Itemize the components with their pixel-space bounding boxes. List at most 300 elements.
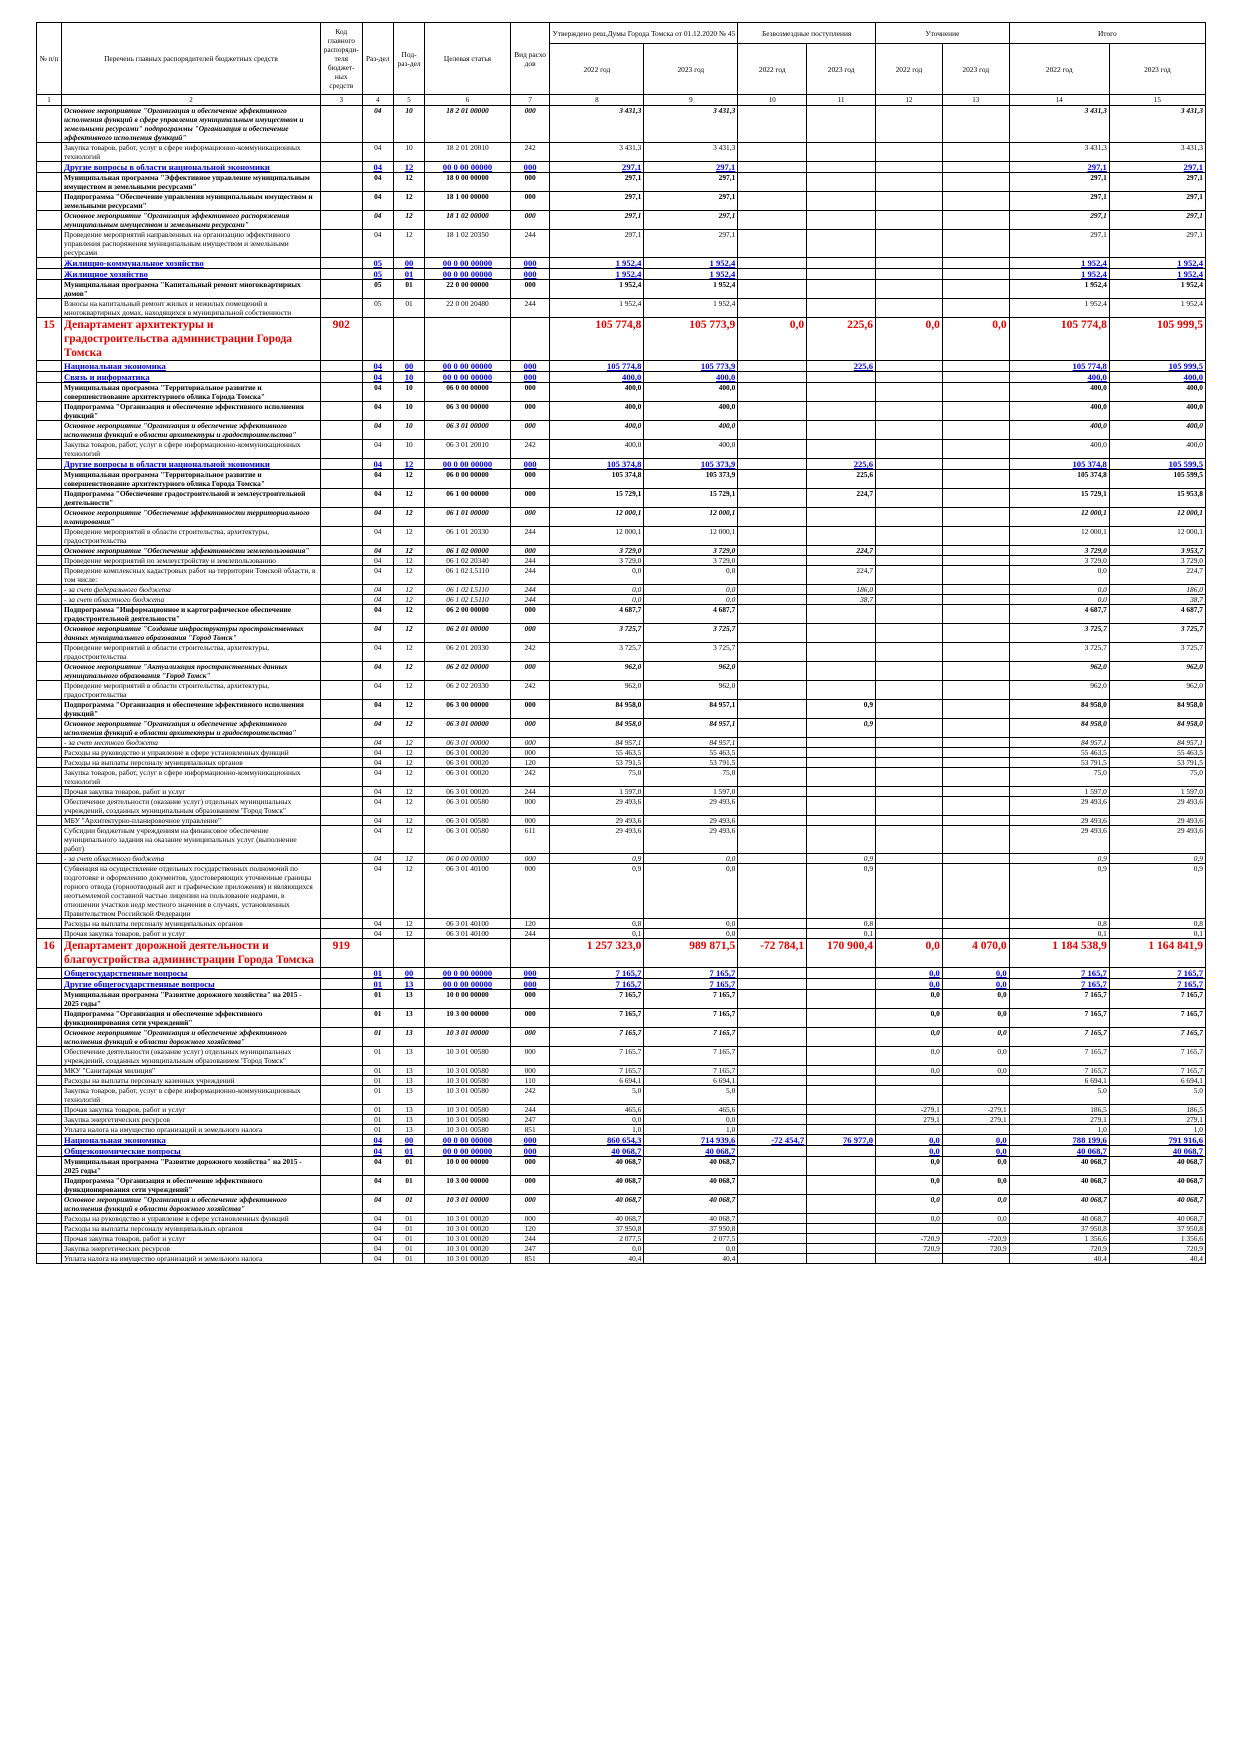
row-razdel: 01 xyxy=(362,979,393,990)
row-name: Основное мероприятие "Организация и обеспечение эффективного исполнения функций в области дорожного хозяйства" xyxy=(62,1195,321,1214)
row-number xyxy=(37,1195,62,1214)
row-target: 18 2 01 20010 xyxy=(425,143,511,162)
total-2023: 962,0 xyxy=(1109,681,1205,700)
approved-2023: 0,0 xyxy=(644,1244,738,1254)
clar-2023 xyxy=(942,929,1009,939)
row-razdel: 04 xyxy=(362,459,393,470)
row-razdel: 04 xyxy=(362,230,393,258)
table-row xyxy=(37,643,1206,662)
total-2022: 40 068,7 xyxy=(1009,1195,1109,1214)
table-row xyxy=(37,864,1206,919)
total-2023: 40 068,7 xyxy=(1109,1214,1205,1224)
free-2022 xyxy=(738,1047,807,1066)
row-razdel: 04 xyxy=(362,421,393,440)
row-target: 00 0 00 00000 xyxy=(425,258,511,269)
row-vid: 244 xyxy=(510,929,550,939)
column-number: 9 xyxy=(644,95,738,106)
header-podrazdel: Под-раз-дел xyxy=(393,23,424,95)
approved-2022: 40 068,7 xyxy=(550,1195,644,1214)
table-row xyxy=(37,1195,1206,1214)
row-vid: 247 xyxy=(510,1244,550,1254)
row-razdel: 04 xyxy=(362,508,393,527)
row-number xyxy=(37,1047,62,1066)
clar-2023 xyxy=(942,269,1009,280)
row-target: 06 1 02 20340 xyxy=(425,556,511,566)
row-podrazdel: 12 xyxy=(393,192,424,211)
row-target: 10 3 01 00580 xyxy=(425,1086,511,1105)
row-target: 00 0 00 00000 xyxy=(425,361,511,372)
row-podrazdel: 13 xyxy=(393,1125,424,1135)
clar-2022 xyxy=(876,605,943,624)
total-2022: 40 068,7 xyxy=(1009,1176,1109,1195)
clar-2023 xyxy=(942,280,1009,299)
total-2023: 3 431,3 xyxy=(1109,106,1205,143)
row-name: - за счет областного бюджета xyxy=(62,595,321,605)
free-2022 xyxy=(738,230,807,258)
total-2022: 7 165,7 xyxy=(1009,968,1109,979)
approved-2022: 7 165,7 xyxy=(550,1047,644,1066)
total-2022: 7 165,7 xyxy=(1009,1066,1109,1076)
table-row xyxy=(37,280,1206,299)
row-vid: 000 xyxy=(510,173,550,192)
total-2023: 105 599,5 xyxy=(1109,470,1205,489)
total-2023: 297,1 xyxy=(1109,211,1205,230)
free-2023 xyxy=(807,173,876,192)
row-target: 00 0 00 00000 xyxy=(425,372,511,383)
free-2022 xyxy=(738,361,807,372)
clar-2022 xyxy=(876,826,943,854)
row-razdel: 04 xyxy=(362,1234,393,1244)
free-2022 xyxy=(738,1195,807,1214)
row-name: Подпрограмма "Организация и обеспечение эффективного функционирования сети учреждений" xyxy=(62,1009,321,1028)
row-code xyxy=(320,624,362,643)
clar-2022 xyxy=(876,864,943,919)
row-name: Проведение мероприятий направленных на организацию эффективного управления распоряжения муниципальным имуществом и земельными ресурсами xyxy=(62,230,321,258)
row-name: Муниципальная программа "Территориальное развитие и совершенствование архитектурного облика Города Томска" xyxy=(62,470,321,489)
total-2023: 297,1 xyxy=(1109,230,1205,258)
row-vid: 000 xyxy=(510,162,550,173)
clar-2022: -720,9 xyxy=(876,1234,943,1244)
approved-2022: 29 493,6 xyxy=(550,826,644,854)
row-number xyxy=(37,748,62,758)
row-podrazdel: 13 xyxy=(393,1066,424,1076)
row-vid: 000 xyxy=(510,979,550,990)
table-row xyxy=(37,738,1206,748)
row-code xyxy=(320,1135,362,1146)
free-2023: 224,7 xyxy=(807,566,876,585)
table-row xyxy=(37,719,1206,738)
approved-2023: 1,0 xyxy=(644,1125,738,1135)
row-number xyxy=(37,508,62,527)
table-row xyxy=(37,1234,1206,1244)
row-razdel: 04 xyxy=(362,700,393,719)
clar-2023 xyxy=(942,383,1009,402)
approved-2023: 4 687,7 xyxy=(644,605,738,624)
approved-2023: 297,1 xyxy=(644,162,738,173)
row-name: Муниципальная программа "Развитие дорожного хозяйства" на 2015 - 2025 годы" xyxy=(62,990,321,1009)
approved-2022: 7 165,7 xyxy=(550,990,644,1009)
column-number: 8 xyxy=(550,95,644,106)
clar-2023 xyxy=(942,738,1009,748)
total-2022: 962,0 xyxy=(1009,681,1109,700)
row-target: 06 3 01 20010 xyxy=(425,440,511,459)
total-2022: 1 356,6 xyxy=(1009,1234,1109,1244)
row-name: Проведение комплексных кадастровых работ на территории Томской области, в том числе: xyxy=(62,566,321,585)
total-2022: 400,0 xyxy=(1009,440,1109,459)
row-code xyxy=(320,1176,362,1195)
table-row xyxy=(37,1125,1206,1135)
clar-2023 xyxy=(942,440,1009,459)
row-podrazdel: 12 xyxy=(393,624,424,643)
approved-2022: 0,8 xyxy=(550,919,644,929)
total-2023: 3 725,7 xyxy=(1109,643,1205,662)
free-2022 xyxy=(738,585,807,595)
table-row xyxy=(37,402,1206,421)
row-podrazdel: 12 xyxy=(393,556,424,566)
row-target: 10 3 00 00000 xyxy=(425,1176,511,1195)
clar-2022: 0,0 xyxy=(876,1176,943,1195)
total-2022: 7 165,7 xyxy=(1009,1047,1109,1066)
row-vid: 244 xyxy=(510,1105,550,1115)
row-vid xyxy=(510,318,550,361)
total-2023: 55 463,5 xyxy=(1109,748,1205,758)
row-razdel: 01 xyxy=(362,1076,393,1086)
row-code xyxy=(320,585,362,595)
row-code xyxy=(320,470,362,489)
free-2022 xyxy=(738,919,807,929)
total-2023: 7 165,7 xyxy=(1109,968,1205,979)
total-2022: 0,8 xyxy=(1009,919,1109,929)
row-code xyxy=(320,459,362,470)
row-podrazdel: 12 xyxy=(393,864,424,919)
row-razdel: 04 xyxy=(362,662,393,681)
table-row xyxy=(37,258,1206,269)
column-number: 5 xyxy=(393,95,424,106)
row-podrazdel: 13 xyxy=(393,979,424,990)
free-2023 xyxy=(807,269,876,280)
total-2023: 3 729,0 xyxy=(1109,556,1205,566)
total-2023: 29 493,6 xyxy=(1109,816,1205,826)
row-target: 10 3 01 00000 xyxy=(425,1195,511,1214)
total-2023: 297,1 xyxy=(1109,173,1205,192)
approved-2022: 1,0 xyxy=(550,1125,644,1135)
approved-2022: 0,0 xyxy=(550,1244,644,1254)
row-vid: 000 xyxy=(510,1009,550,1028)
row-code xyxy=(320,643,362,662)
row-code xyxy=(320,990,362,1009)
approved-2023: 465,6 xyxy=(644,1105,738,1115)
free-2023 xyxy=(807,738,876,748)
approved-2023: 1 952,4 xyxy=(644,280,738,299)
row-code xyxy=(320,1214,362,1224)
clar-2022 xyxy=(876,269,943,280)
row-razdel: 04 xyxy=(362,1254,393,1264)
column-number: 10 xyxy=(738,95,807,106)
table-row xyxy=(37,700,1206,719)
total-2022: 12 000,1 xyxy=(1009,527,1109,546)
free-2022 xyxy=(738,1176,807,1195)
approved-2023: 297,1 xyxy=(644,192,738,211)
free-2022 xyxy=(738,864,807,919)
row-razdel: 04 xyxy=(362,854,393,864)
row-code xyxy=(320,1105,362,1115)
row-razdel: 04 xyxy=(362,372,393,383)
row-code xyxy=(320,258,362,269)
row-target: 10 3 01 00020 xyxy=(425,1244,511,1254)
row-code xyxy=(320,826,362,854)
clar-2023 xyxy=(942,748,1009,758)
approved-2022: 3 725,7 xyxy=(550,643,644,662)
clar-2022 xyxy=(876,372,943,383)
free-2022 xyxy=(738,758,807,768)
row-razdel: 04 xyxy=(362,758,393,768)
row-number xyxy=(37,1135,62,1146)
row-code xyxy=(320,269,362,280)
row-number xyxy=(37,1224,62,1234)
approved-2023: 714 939,6 xyxy=(644,1135,738,1146)
row-razdel xyxy=(362,939,393,968)
row-name: Национальная экономика xyxy=(62,361,321,372)
row-razdel: 04 xyxy=(362,816,393,826)
approved-2023: 40,4 xyxy=(644,1254,738,1264)
row-vid: 000 xyxy=(510,1028,550,1047)
row-podrazdel: 00 xyxy=(393,968,424,979)
free-2023 xyxy=(807,1195,876,1214)
row-target: 06 3 01 00000 xyxy=(425,719,511,738)
row-code xyxy=(320,508,362,527)
row-name: Основное мероприятие "Актуализация пространственных данных муниципального образования "Город Томск" xyxy=(62,662,321,681)
row-razdel: 04 xyxy=(362,585,393,595)
clar-2023 xyxy=(942,258,1009,269)
row-target: 06 3 00 00000 xyxy=(425,700,511,719)
clar-2022 xyxy=(876,700,943,719)
column-number: 12 xyxy=(876,95,943,106)
row-number xyxy=(37,211,62,230)
row-razdel: 04 xyxy=(362,143,393,162)
clar-2023 xyxy=(942,489,1009,508)
table-row xyxy=(37,1047,1206,1066)
row-code xyxy=(320,1157,362,1176)
row-code xyxy=(320,748,362,758)
row-code xyxy=(320,595,362,605)
row-vid: 000 xyxy=(510,854,550,864)
free-2023 xyxy=(807,421,876,440)
approved-2022: 0,1 xyxy=(550,929,644,939)
total-2023: 12 000,1 xyxy=(1109,508,1205,527)
row-code xyxy=(320,1125,362,1135)
total-2023: 4 687,7 xyxy=(1109,605,1205,624)
clar-2022 xyxy=(876,459,943,470)
row-podrazdel: 12 xyxy=(393,826,424,854)
total-2022: 1 952,4 xyxy=(1009,299,1109,318)
clar-2023: 0,0 xyxy=(942,1047,1009,1066)
header-year: 2023 год xyxy=(942,44,1009,95)
row-vid: 000 xyxy=(510,700,550,719)
row-name: Подпрограмма "Организация и обеспечение эффективного исполнения функций" xyxy=(62,402,321,421)
table-row xyxy=(37,162,1206,173)
row-code xyxy=(320,1086,362,1105)
row-podrazdel: 12 xyxy=(393,595,424,605)
row-razdel: 04 xyxy=(362,787,393,797)
row-podrazdel: 10 xyxy=(393,421,424,440)
row-razdel: 04 xyxy=(362,361,393,372)
clar-2022 xyxy=(876,556,943,566)
row-target: 10 3 01 00020 xyxy=(425,1254,511,1264)
row-name: Другие вопросы в области национальной экономики xyxy=(62,162,321,173)
row-name: МБУ "Архитектурно-планировочное управление" xyxy=(62,816,321,826)
row-target: 06 2 02 00000 xyxy=(425,662,511,681)
row-name: Расходы на выплаты персоналу казенных учреждений xyxy=(62,1076,321,1086)
column-number: 2 xyxy=(62,95,321,106)
clar-2023 xyxy=(942,595,1009,605)
approved-2023: 40 068,7 xyxy=(644,1195,738,1214)
row-name: Закупка товаров, работ, услуг в сфере информационно-коммуникационных технологий xyxy=(62,1086,321,1105)
clar-2022: 0,0 xyxy=(876,990,943,1009)
approved-2023: 297,1 xyxy=(644,230,738,258)
row-name: Основное мероприятие "Организация и обеспечение эффективного исполнения функций в сфере управления муниципальным имуществом и земельными ресурсами" подпрограммы "Организация и обеспечение эффективного исполнения функций" xyxy=(62,106,321,143)
approved-2023: 3 729,0 xyxy=(644,546,738,556)
table-row xyxy=(37,681,1206,700)
approved-2023: 40 068,7 xyxy=(644,1146,738,1157)
row-name: Общегосударственные вопросы xyxy=(62,968,321,979)
row-code xyxy=(320,1146,362,1157)
approved-2022: 7 165,7 xyxy=(550,1009,644,1028)
approved-2023: 6 694,1 xyxy=(644,1076,738,1086)
row-podrazdel: 01 xyxy=(393,1224,424,1234)
clar-2022 xyxy=(876,929,943,939)
total-2023: 84 957,1 xyxy=(1109,738,1205,748)
row-target: 10 3 01 00580 xyxy=(425,1115,511,1125)
total-2023: 279,1 xyxy=(1109,1115,1205,1125)
free-2022 xyxy=(738,508,807,527)
row-vid: 244 xyxy=(510,527,550,546)
table-row xyxy=(37,816,1206,826)
free-2023: 170 900,4 xyxy=(807,939,876,968)
row-vid: 242 xyxy=(510,643,550,662)
row-code xyxy=(320,738,362,748)
row-razdel: 04 xyxy=(362,566,393,585)
total-2023: 0,1 xyxy=(1109,929,1205,939)
clar-2023 xyxy=(942,230,1009,258)
total-2022: 3 729,0 xyxy=(1009,556,1109,566)
row-code xyxy=(320,1028,362,1047)
clar-2023: 0,0 xyxy=(942,318,1009,361)
free-2023 xyxy=(807,643,876,662)
row-podrazdel: 12 xyxy=(393,854,424,864)
clar-2022 xyxy=(876,162,943,173)
row-podrazdel: 12 xyxy=(393,719,424,738)
row-podrazdel: 13 xyxy=(393,1047,424,1066)
clar-2022 xyxy=(876,527,943,546)
row-podrazdel: 10 xyxy=(393,372,424,383)
clar-2023: -279,1 xyxy=(942,1105,1009,1115)
row-razdel: 04 xyxy=(362,1214,393,1224)
row-number xyxy=(37,1066,62,1076)
row-target xyxy=(425,318,511,361)
total-2022: 105 374,8 xyxy=(1009,459,1109,470)
approved-2023: 962,0 xyxy=(644,662,738,681)
table-row xyxy=(37,624,1206,643)
total-2022: 7 165,7 xyxy=(1009,979,1109,990)
row-razdel: 04 xyxy=(362,864,393,919)
free-2023: 224,7 xyxy=(807,546,876,556)
table-row xyxy=(37,768,1206,787)
row-podrazdel: 12 xyxy=(393,566,424,585)
clar-2022 xyxy=(876,719,943,738)
free-2022 xyxy=(738,1028,807,1047)
table-row xyxy=(37,489,1206,508)
approved-2022: 40 068,7 xyxy=(550,1146,644,1157)
free-2022 xyxy=(738,527,807,546)
header-code: Код главного распоряди-теля бюджет-ных средств xyxy=(320,23,362,95)
row-target: 06 3 00 00000 xyxy=(425,402,511,421)
row-podrazdel: 12 xyxy=(393,919,424,929)
row-target: 06 1 02 L5110 xyxy=(425,585,511,595)
row-razdel: 04 xyxy=(362,1146,393,1157)
free-2022 xyxy=(738,489,807,508)
approved-2022: 15 729,1 xyxy=(550,489,644,508)
row-razdel: 04 xyxy=(362,826,393,854)
free-2023 xyxy=(807,826,876,854)
total-2022: 0,9 xyxy=(1009,864,1109,919)
row-number xyxy=(37,566,62,585)
free-2023 xyxy=(807,768,876,787)
approved-2022: 84 957,1 xyxy=(550,738,644,748)
total-2022: 3 725,7 xyxy=(1009,624,1109,643)
row-code xyxy=(320,1244,362,1254)
row-target: 06 2 01 00000 xyxy=(425,624,511,643)
total-2023: 400,0 xyxy=(1109,440,1205,459)
table-row xyxy=(37,1105,1206,1115)
free-2023 xyxy=(807,1214,876,1224)
clar-2023 xyxy=(942,546,1009,556)
row-target: 10 0 00 00000 xyxy=(425,990,511,1009)
row-vid: 247 xyxy=(510,1115,550,1125)
row-number xyxy=(37,383,62,402)
total-2022: 105 774,8 xyxy=(1009,361,1109,372)
row-target: 10 3 01 00020 xyxy=(425,1214,511,1224)
clar-2022 xyxy=(876,681,943,700)
row-code xyxy=(320,421,362,440)
row-podrazdel: 12 xyxy=(393,643,424,662)
row-name: Проведение мероприятий в области строительства, архитектуры, градостроительства xyxy=(62,643,321,662)
free-2023 xyxy=(807,1234,876,1244)
row-razdel: 04 xyxy=(362,527,393,546)
row-razdel: 05 xyxy=(362,280,393,299)
row-name: МКУ "Санитарная милиция" xyxy=(62,1066,321,1076)
row-target: 10 3 01 00580 xyxy=(425,1047,511,1066)
free-2022 xyxy=(738,719,807,738)
approved-2022: 400,0 xyxy=(550,383,644,402)
row-code xyxy=(320,566,362,585)
approved-2022: 0,0 xyxy=(550,566,644,585)
clar-2023: 0,0 xyxy=(942,1009,1009,1028)
row-razdel: 04 xyxy=(362,768,393,787)
approved-2023: 7 165,7 xyxy=(644,1009,738,1028)
clar-2022: -279,1 xyxy=(876,1105,943,1115)
total-2023: 40 068,7 xyxy=(1109,1146,1205,1157)
table-row xyxy=(37,662,1206,681)
row-vid: 851 xyxy=(510,1125,550,1135)
total-2023: 400,0 xyxy=(1109,383,1205,402)
total-2023: 7 165,7 xyxy=(1109,1047,1205,1066)
free-2022 xyxy=(738,624,807,643)
table-row xyxy=(37,440,1206,459)
clar-2022 xyxy=(876,402,943,421)
row-target: 06 0 00 00000 xyxy=(425,383,511,402)
row-code xyxy=(320,383,362,402)
row-vid: 000 xyxy=(510,662,550,681)
